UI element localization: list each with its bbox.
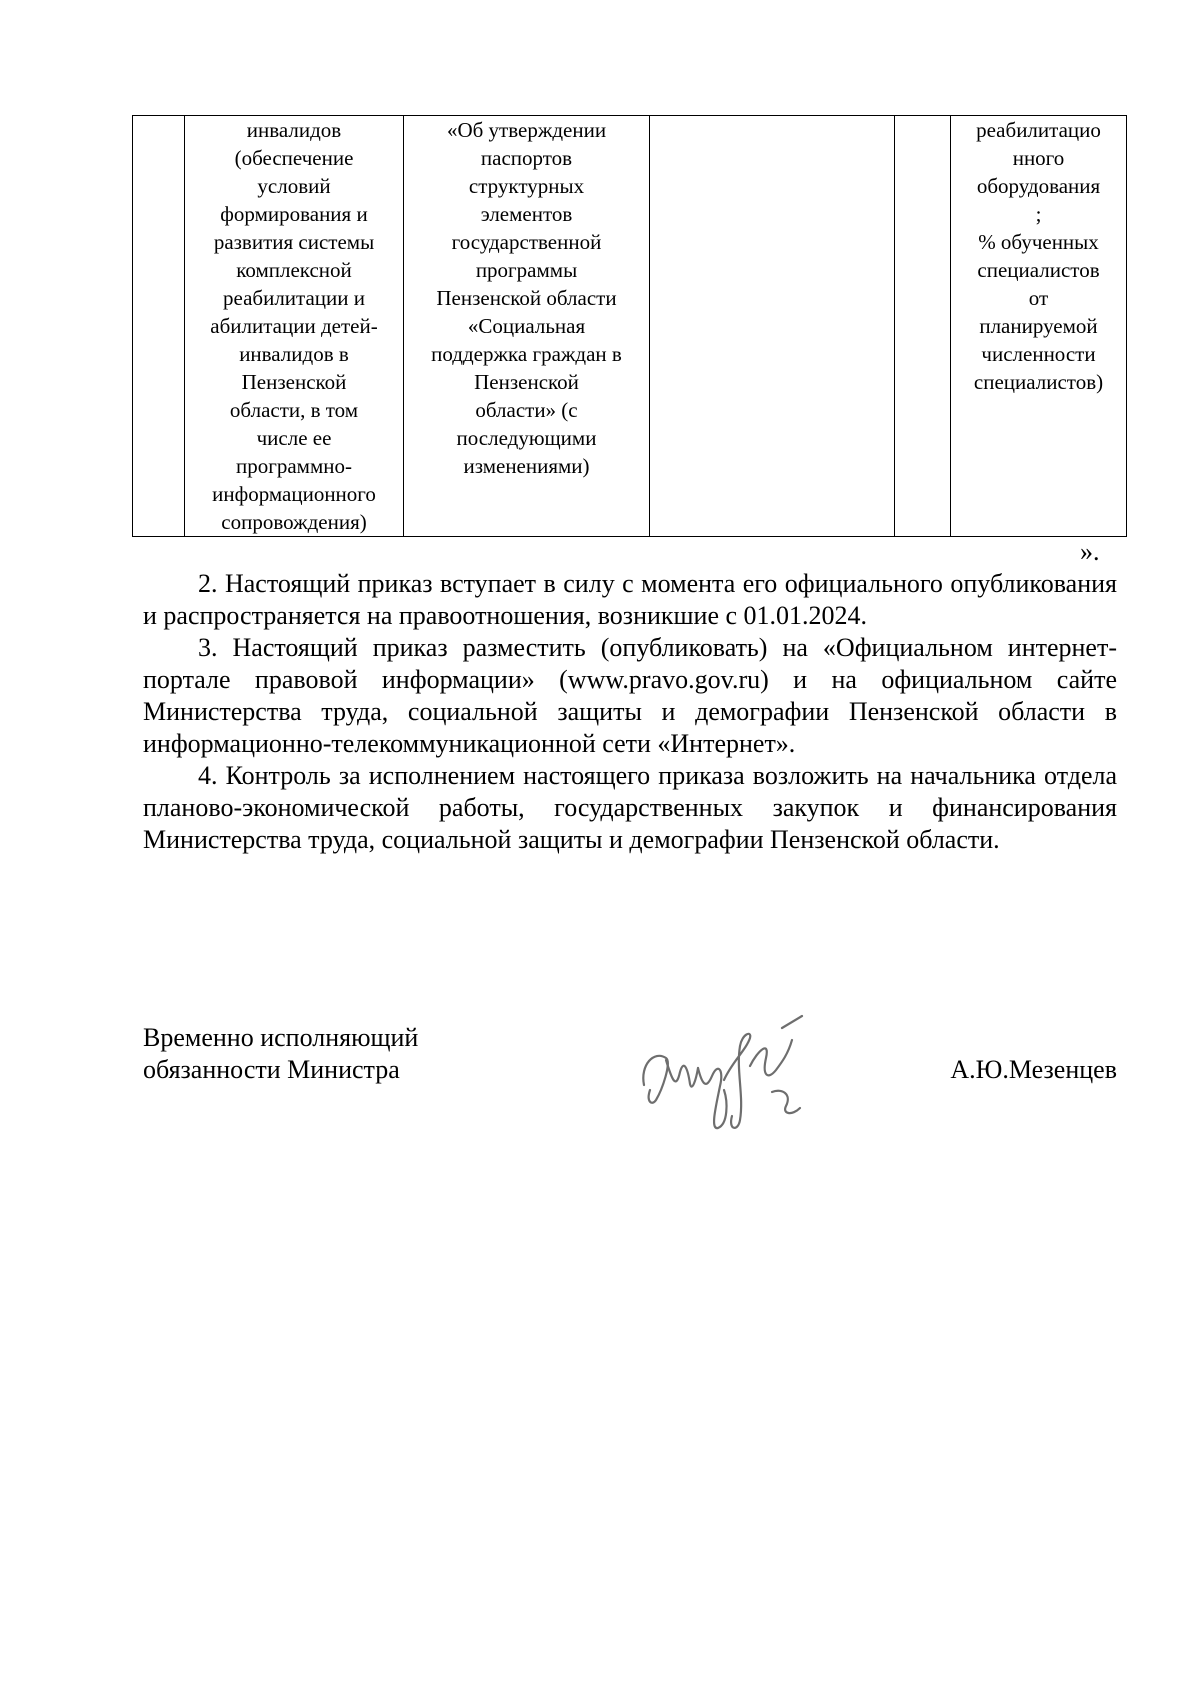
signatory-position	[143, 1022, 418, 1086]
paragraph-3: 3. Настоящий приказ разместить (опубликовать) на «Официальном интернет-портале правовой информации» (www.pravo.gov.ru) и на официальном сайте Министерства труда, социальной защиты и демографии Пензенской области в информационно-телекоммуникационной сети «Интернет».	[143, 633, 1117, 758]
paragraph-4: 4. Контроль за исполнением настоящего приказа возложить на начальника отдела планово-экономической работы, государственных закупок и финансирования Министерства труда, социальной защиты и демографии Пензенской области.	[143, 761, 1117, 854]
order-paragraphs	[143, 568, 1117, 856]
table-cell-indicator: реабилитацио нного оборудования ; % обученных специалистов от планируемой численности специалистов)	[951, 116, 1127, 537]
program-table	[132, 115, 1127, 537]
position-line-1: Временно исполняющий	[143, 1023, 419, 1052]
position-line-2: обязанности Министра	[143, 1055, 400, 1084]
table-cell-empty	[650, 116, 895, 537]
table-closing-quote: ».	[1080, 537, 1100, 566]
table-cell-empty-narrow	[895, 116, 951, 537]
paragraph-2: 2. Настоящий приказ вступает в силу с момента его официального опубликования и распространяется на правоотношения, возникшие с 01.01.2024.	[143, 569, 1117, 630]
table-cell-event: инвалидов (обеспечение условий формирования и развития системы комплексной реабилитации и абилитации детей- инвалидов в Пензенской области, в том числе ее программно- информационного сопровождения)	[185, 116, 404, 537]
table-cell-number	[133, 116, 185, 537]
signatory-name: А.Ю.Мезенцев	[950, 1055, 1117, 1084]
handwritten-signature	[632, 1010, 822, 1140]
table-cell-document: «Об утверждении паспортов структурных элементов государственной программы Пензенской области «Социальная поддержка граждан в Пензенской области» (с последующими изменениями)	[404, 116, 650, 537]
table-row	[133, 116, 1127, 537]
